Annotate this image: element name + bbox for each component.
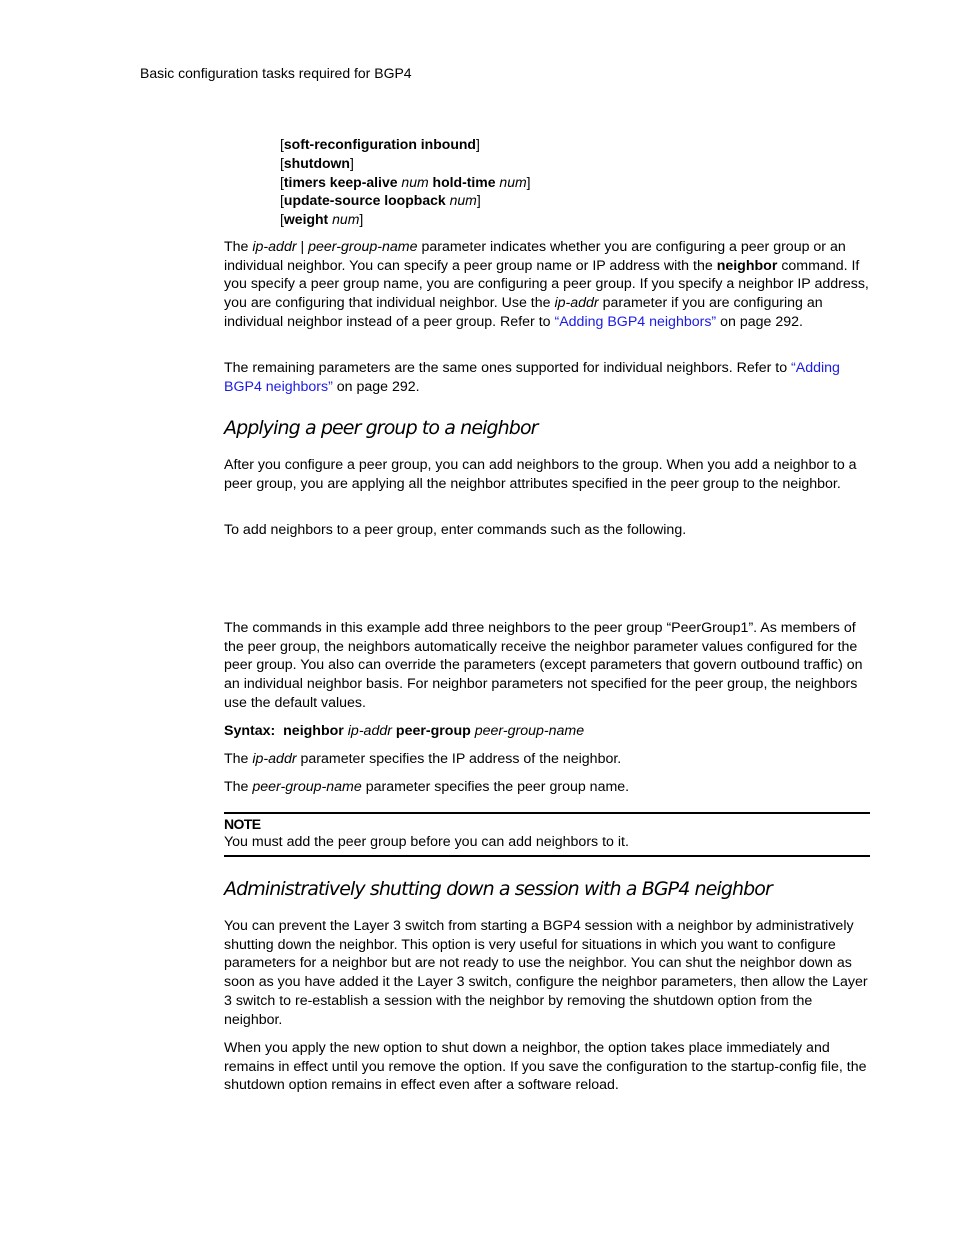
- syntax-arg: num: [332, 211, 360, 227]
- paragraph-shutdown-effect: When you apply the new option to shut down a neighbor, the option takes place immediately and remains in effect until you remove the option. If you save the configuration to the startup-config file, the shutdown option remains in effect even after a software reload.: [224, 1040, 867, 1094]
- note-top-rule: [224, 812, 870, 814]
- syntax-line-shutdown: [shutdown]: [280, 155, 354, 171]
- syntax-keyword: soft-reconfiguration inbound: [283, 136, 476, 152]
- syntax-line-update-source: [update-source loopback num]: [280, 192, 481, 208]
- paragraph-example-explanation: The commands in this example add three neighbors to the peer group “PeerGroup1”. As members of the peer group, the neighbors automatically receive the neighbor parameter values configured for the peer group. You also can override the parameters (except parameters that govern outbound traffic) on an individual neighbor basis. For neighbor parameters not specified for the peer group, the neighbors use the default values.: [224, 620, 863, 711]
- syntax-arg: num: [401, 174, 429, 190]
- section-heading-applying-peer-group: Applying a peer group to a neighbor: [224, 417, 538, 439]
- paragraph-peer-group-intro: After you configure a peer group, you can add neighbors to the group. When you add a neighbor to a peer group, you are applying all the neighbor attributes specified in the peer group to the neighbor.: [224, 457, 857, 492]
- link-adding-bgp4-neighbors[interactable]: “Adding BGP4 neighbors”: [554, 313, 717, 330]
- paragraph-add-neighbors-instruction: To add neighbors to a peer group, enter commands such as the following.: [224, 522, 687, 538]
- syntax-keyword: hold-time: [432, 174, 496, 190]
- note-text: You must add the peer group before you can add neighbors to it.: [224, 834, 629, 850]
- section-heading-shutdown-session: Administratively shutting down a session with a BGP4 neighbor: [224, 878, 772, 900]
- page-header: Basic configuration tasks required for BGP4: [140, 65, 412, 81]
- paragraph-ip-addr-param: The ip-addr | peer-group-name parameter indicates whether you are configuring a peer group or an individual neighbor. You can specify a peer group name or IP address with the neighbor command. If you specify a peer group name, you are configuring a peer group. If you specify a neighbor IP address, you are configuring that individual neighbor. Use the ip-addr parameter if you are configuring an individual neighbor instead of a peer group. Refer to “Adding BGP4 neighbors” on page 292.: [224, 239, 869, 330]
- syntax-line-weight: [weight num]: [280, 211, 364, 227]
- syntax-line-timers: [timers keep-alive num hold-time num]: [280, 174, 531, 190]
- syntax-neighbor-peer-group: Syntax: neighbor ip-addr peer-group peer-group-name: [224, 723, 585, 739]
- link-adding-bgp4-neighbors[interactable]: “Adding BGP4 neighbors”: [224, 360, 840, 395]
- paragraph-shutdown-intro: You can prevent the Layer 3 switch from starting a BGP4 session with a neighbor by administratively shutting down the neighbor. This option is very useful for situations in which you want to configure parameters for a neighbor but are not ready to use the neighbor. You can shut the neighbor down as soon as you have added it the Layer 3 switch, configure the neighbor parameters, then allow the Layer 3 switch to re-establish a session with the neighbor by removing the shutdown option from the neighbor.: [224, 918, 868, 1028]
- paragraph-ip-addr-desc: The ip-addr parameter specifies the IP address of the neighbor.: [224, 751, 622, 767]
- syntax-arg: num: [449, 192, 477, 208]
- syntax-keyword: shutdown: [283, 155, 350, 171]
- syntax-keyword: weight: [283, 211, 329, 227]
- syntax-arg: num: [499, 174, 527, 190]
- paragraph-peer-group-name-desc: The peer-group-name parameter specifies the peer group name.: [224, 779, 630, 795]
- note-label: NOTE: [224, 816, 261, 832]
- syntax-keyword: timers keep-alive: [283, 174, 398, 190]
- syntax-line-soft-reconfig: [soft-reconfiguration inbound]: [280, 136, 480, 152]
- paragraph-remaining-params: The remaining parameters are the same ones supported for individual neighbors. Refer to “Adding BGP4 neighbors” on page 292.: [224, 360, 840, 395]
- syntax-keyword: update-source loopback: [283, 192, 446, 208]
- note-bottom-rule: [224, 855, 870, 857]
